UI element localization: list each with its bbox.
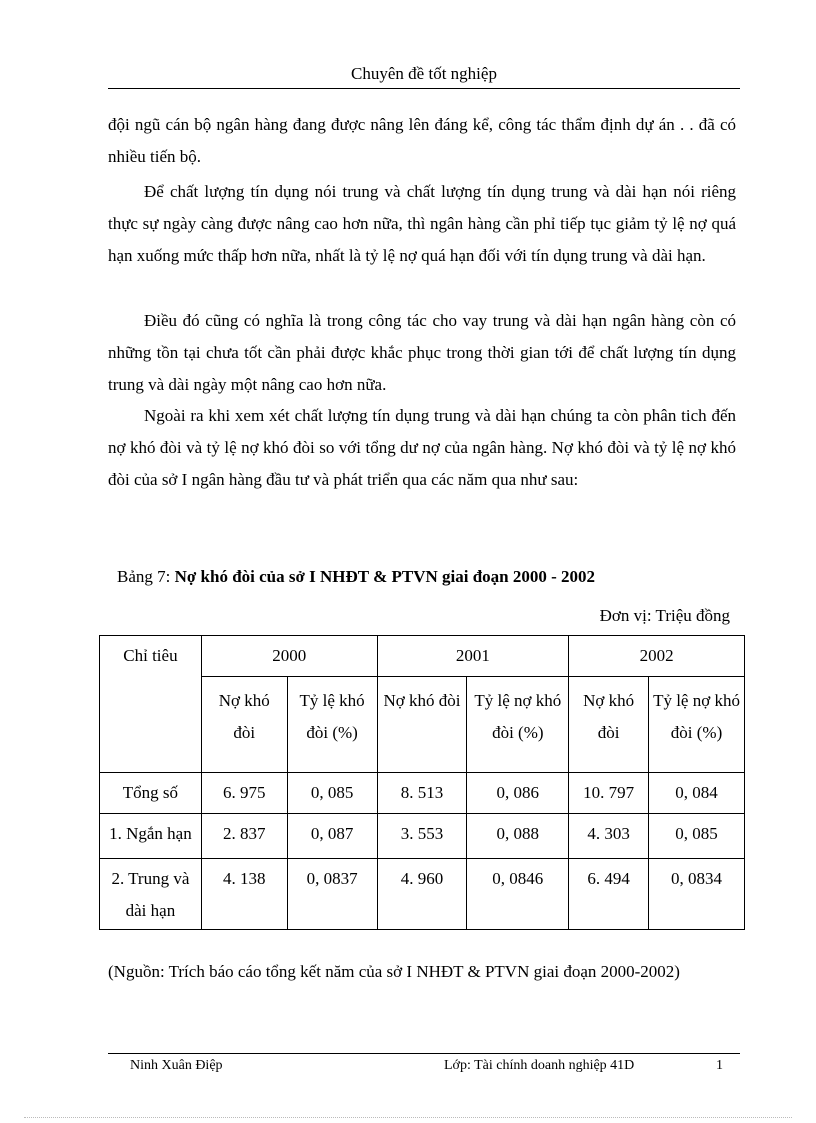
header-year: 2001 xyxy=(377,636,569,677)
table-source-note: (Nguồn: Trích báo cáo tổng kết năm của sở I NHĐT & PTVN giai đoạn 2000-2002) xyxy=(108,962,680,981)
table-cell: 6. 975 xyxy=(201,773,287,814)
paragraph-4: Ngoài ra khi xem xét chất lượng tín dụng trung và dài hạn chúng ta còn phân tich đến nợ khó đòi và tỷ lệ nợ khó đòi so với tổng dư nợ của ngân hàng. Nợ khó đòi và tỷ lệ nợ khó đòi của sở I ngân hàng đầu tư và phát triển qua các năm qua như sau: xyxy=(108,406,736,489)
table-cell: 0, 086 xyxy=(467,773,569,814)
subheader-cell: Tỷ lệ khó đòi (%) xyxy=(287,677,377,773)
table-cell: 0, 088 xyxy=(467,814,569,859)
table-cell: 4. 960 xyxy=(377,859,467,930)
table-caption xyxy=(117,567,595,587)
table-unit: Đơn vị: Triệu đồng xyxy=(599,606,730,625)
table-caption-title: Nợ khó đòi của sở I NHĐT & PTVN giai đoạn 2000 - 2002 xyxy=(174,567,596,586)
table-cell: 0, 0846 xyxy=(467,859,569,930)
row-label: 2. Trung và dài hạn xyxy=(100,859,202,930)
footer-class: Lớp: Tài chính doanh nghiệp 41D xyxy=(444,1058,635,1073)
subheader-cell: Nợ khó đòi xyxy=(377,677,467,773)
header-corner: Chỉ tiêu xyxy=(100,636,202,773)
table-cell: 6. 494 xyxy=(569,859,649,930)
header-rule xyxy=(108,88,740,89)
table-row xyxy=(100,814,745,859)
header-year: 2002 xyxy=(569,636,745,677)
subheader-cell: Nợ khó đòi xyxy=(569,677,649,773)
subheader-cell: Nợ khó đòi xyxy=(201,677,287,773)
table-cell: 4. 303 xyxy=(569,814,649,859)
header-year: 2000 xyxy=(201,636,377,677)
table-cell: 0, 0837 xyxy=(287,859,377,930)
page-bottom-border xyxy=(24,1117,792,1118)
table-cell: 0, 0834 xyxy=(649,859,745,930)
table-cell: 0, 087 xyxy=(287,814,377,859)
subheader-cell: Tỷ lệ nợ khó đòi (%) xyxy=(467,677,569,773)
table-row xyxy=(100,859,745,930)
table-cell: 4. 138 xyxy=(201,859,287,930)
table-cell: 3. 553 xyxy=(377,814,467,859)
table-cell: 0, 085 xyxy=(649,814,745,859)
paragraph-3: Điều đó cũng có nghĩa là trong công tác cho vay trung và dài hạn ngân hàng còn có những tồn tại chưa tốt cần phải được khắc phục trong thời gian tới để chất lượng tín dụng trung và dài ngày một nâng cao hơn nữa. xyxy=(108,311,736,394)
page-number: 1 xyxy=(716,1058,723,1073)
bad-debt-table xyxy=(99,635,745,930)
table-year-header-row xyxy=(100,636,745,677)
subheader-cell: Tỷ lệ nợ khó đòi (%) xyxy=(649,677,745,773)
paragraph-1: đội ngũ cán bộ ngân hàng đang được nâng lên đáng kể, công tác thẩm định dự án . . đã có nhiều tiến bộ. xyxy=(108,115,736,166)
table-cell: 2. 837 xyxy=(201,814,287,859)
table-row xyxy=(100,773,745,814)
paragraph-2: Để chất lượng tín dụng nói trung và chất lượng tín dụng trung và dài hạn nói riêng thực sự ngày càng được nâng cao hơn nữa, thì ngân hàng cần phỉ tiếp tục giảm tỷ lệ nợ quá hạn xuống mức thấp hơn nữa, nhất là tỷ lệ nợ quá hạn đối với tín dụng trung và dài hạn. xyxy=(108,182,736,265)
footer-rule xyxy=(108,1053,740,1054)
footer-author: Ninh Xuân Điệp xyxy=(130,1058,223,1073)
table-cell: 10. 797 xyxy=(569,773,649,814)
row-label: Tổng số xyxy=(100,773,202,814)
table-cell: 8. 513 xyxy=(377,773,467,814)
table-cell: 0, 085 xyxy=(287,773,377,814)
table-cell: 0, 084 xyxy=(649,773,745,814)
table-caption-prefix: Bảng 7: xyxy=(117,567,171,586)
page-header-title: Chuyên đề tốt nghiệp xyxy=(351,64,497,83)
row-label: 1. Ngắn hạn xyxy=(100,814,202,859)
